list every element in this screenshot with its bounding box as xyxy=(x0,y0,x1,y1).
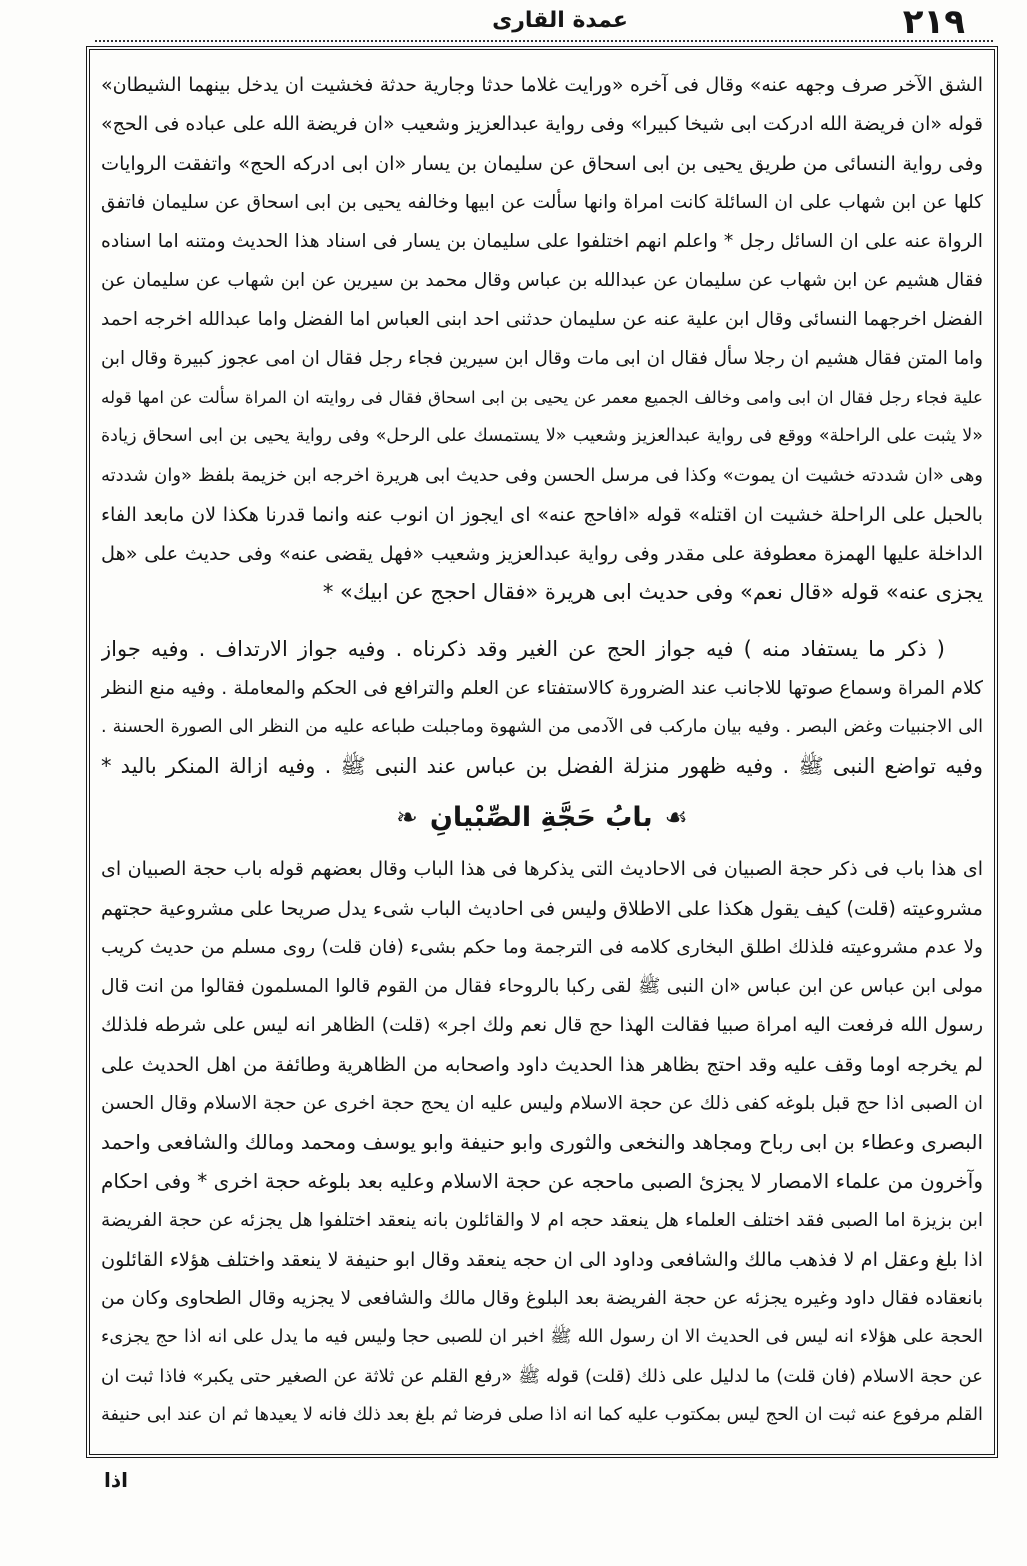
text-line: الفضل اخرجهما النسائى وقال ابن علية عنه عن سليمان حدثنى احد ابنى العباس اما الفضل واما عبدالله اخرجه احمد xyxy=(101,309,983,330)
text-line: ولا عدم مشروعيته فلذلك اطلق البخارى كلامه فى الترجمة وما حكم بشىء (فان قلت) روى مسلم من حديث كريب xyxy=(101,937,983,958)
text-line: «لا يثبت على الراحلة» ووقع فى رواية عبدالعزيز وشعيب «لا يستمسك على الرحل» وفى رواية يحيى بن ابى اسحاق زيادة xyxy=(101,426,983,446)
running-title: عمدة القارى xyxy=(492,8,628,33)
text-line: بالحبل على الراحلة خشيت ان اقتله» قوله «افاحج عنه» اى ايجوز ان انوب عنه وانما قدرنا هكذا لان مابعد الفاء xyxy=(101,503,983,526)
text-line: الى الاجنبيات وغض البصر . وفيه بيان ماركب فى الآدمى من الشهوة وماجبلت طباعه عليه من النظر الى الصورة الحسنة . xyxy=(101,717,983,737)
text-line: وفى رواية النسائى من طريق يحيى بن ابى اسحاق عن سليمان بن يسار «ان ابى ادركه الحج» واتفقت الروايات xyxy=(101,152,983,175)
text-line: يجزى عنه» قوله «قال نعم» وفى حديث ابى هريرة «فقال احجج عن ابيك» * xyxy=(322,580,983,604)
text-line: وآخرون من علماء الامصار لا يجزئ الصبى ماحجه عن حجة الاسلام وعليه بعد بلوغه حجة اخرى * وفى احكام xyxy=(101,1169,983,1193)
text-line: مشروعيته (قلت) كيف يقول هكذا على الاطلاق وليس فى احاديث الباب شىء يدل صريحا على مشروعية حجتهم xyxy=(101,897,983,920)
text-frame xyxy=(86,46,998,1458)
text-line: كلها عن ابن شهاب على ان السائلة كانت امراة وانها سألت عن ابيها وخالفه يحيى بن ابى اسحاق عن سليمان فاتفق xyxy=(101,192,983,213)
catchword: اذا xyxy=(104,1468,128,1492)
text-line: فقال هشيم عن ابن شهاب عن سليمان عن عبدالله بن عباس وقال محمد بن سيرين عن ابن شهاب عن سليمان عن xyxy=(101,270,983,291)
header-rule xyxy=(95,40,993,42)
text-line: عن حجة الاسلام (فان قلت) ما لدليل على ذلك (قلت) قوله ﷺ «رفع القلم عن ثلاثة عن الصغير حتى يكبر» فاذا ثبت ان xyxy=(101,1366,983,1387)
commentary-paragraph xyxy=(101,66,983,612)
chapter-heading xyxy=(101,786,983,850)
text-line: ابن بزيزة اما الصبى فقد اختلف العلماء هل ينعقد حجه ام لا والقائلون بانه ينعقد اختلفوا هل يجزئه عن حجة الفريضة xyxy=(101,1210,983,1231)
benefits-paragraph xyxy=(101,630,983,786)
text-line: وفيه تواضع النبى ﷺ . وفيه ظهور منزلة الفضل بن عباس عند النبى ﷺ . وفيه ازالة المنكر باليد * xyxy=(101,754,983,778)
ornament-left-icon xyxy=(396,798,418,838)
text-line: بانعقاده فقال داود وغيره يجزئه عن حجة الفريضة بعد البلوغ وقال مالك والشافعى لا يجزيه وقال الطحاوى وكان من xyxy=(101,1288,983,1309)
text-line: الداخلة عليها الهمزة معطوفة على مقدر وفى رواية عبدالعزيز وشعيب «فهل يقضى عنه» وفى حديث على «هل xyxy=(101,542,983,565)
paragraph-gap xyxy=(101,612,983,630)
text-line: البصرى وعطاء بن ابى رباح ومجاهد والنخعى والثورى وابو حنيفة وابو يوسف ومحمد ومالك والشافعى واحمد xyxy=(101,1130,983,1154)
text-line: رسول الله فرفعت اليه امراة صبيا فقالت الهذا حج قال نعم ولك اجر» (قلت) الظاهر انه ليس على شرطه فلذلك xyxy=(101,1014,983,1036)
chapter-paragraph xyxy=(101,850,983,1435)
text-line: القلم مرفوع عنه ثبت ان الحج ليس بمكتوب عليه كما انه اذا صلى فرضا ثم بلغ بعد ذلك فانه لا يعيدها ثم ان عند ابى حنيفة xyxy=(101,1405,983,1425)
text-line: قوله «ان فريضة الله ادركت ابى شيخا كبيرا» وفى رواية عبدالعزيز وشعيب «ان فريضة الله على عباده فى الحج» xyxy=(101,113,983,135)
text-line: الرواة عنه على ان السائل رجل * واعلم انهم اختلفوا على سليمان بن يسار فى اسناد هذا الحديث ومتنه اما اسناده xyxy=(101,231,983,252)
ornament-right-icon xyxy=(665,798,688,838)
text-line: الشق الآخر صرف وجهه عنه» وقال فى آخره «ورايت غلاما حدثا وجارية حدثة فخشيت ان يدخل بينهما الشيطان» xyxy=(101,74,983,96)
text-line: مولى ابن عباس عن ابن عباس «ان النبى ﷺ لقى ركبا بالروحاء فقال من القوم قالوا المسلمون فقالوا من انت قال xyxy=(101,976,983,997)
chapter-title: بابُ حَجَّةِ الصِّبْيانِ xyxy=(429,802,653,833)
text-line: كلام المراة وسماع صوتها للاجانب عند الضرورة كالاستفتاء عن العلم والترافع فى الحكم والمعاملة . وفيه منع النظر xyxy=(101,678,983,699)
text-line: اذا بلغ وعقل ام لا فذهب مالك والشافعى وداود الى ان حجه ينعقد وقال ابو حنيفة لا ينعقد واختلف هؤلاء القائلون xyxy=(101,1248,983,1271)
text-line: ان الصبى اذا حج قبل بلوغه كفى ذلك عن حجة الاسلام وليس عليه ان يحج حجة اخرى عن حجة الاسلام وقال الحسن xyxy=(101,1093,983,1114)
text-line: لم يخرجه اوما وقف عليه وقد احتج بظاهر هذا الحديث داود واصحابه من الظاهرية وطائفة من اهل الحديث على xyxy=(101,1053,983,1076)
text-line: ( ذكر ما يستفاد منه ) فيه جواز الحج عن الغير وقد ذكرناه . وفيه جواز الارتداف . وفيه جواز xyxy=(101,637,945,661)
text-line: وهى «ان شددته خشيت ان يموت» وكذا فى مرسل الحسن وفى حديث ابى هريرة اخرجه ابن خزيمة بلفظ «وان شددته xyxy=(101,465,983,486)
text-line: علية فجاء رجل فقال ان ابى وامى وخالف الجميع معمر عن يحيى بن ابى اسحاق فقال فى روايته ان المراة سألت عن امها قوله xyxy=(101,387,983,407)
page-number: ٢١٩ xyxy=(902,2,965,42)
text-line: الحجة على هؤلاء انه ليس فى الحديث الا ان رسول الله ﷺ اخبر ان للصبى حجا وليس فيه ما يدل على انه اذا حج يجزىء xyxy=(101,1327,983,1347)
text-line: اى هذا باب فى ذكر حجة الصبيان فى الاحاديث التى يذكرها فى هذا الباب وقال بعضهم قوله باب حجة الصبيان اى xyxy=(101,858,983,880)
text-line: واما المتن فقال هشيم ان رجلا سأل فقال ان ابى مات وقال ابن سيرين فجاء رجل فقال ان امى عجوز كبيرة وقال ابن xyxy=(101,348,983,369)
